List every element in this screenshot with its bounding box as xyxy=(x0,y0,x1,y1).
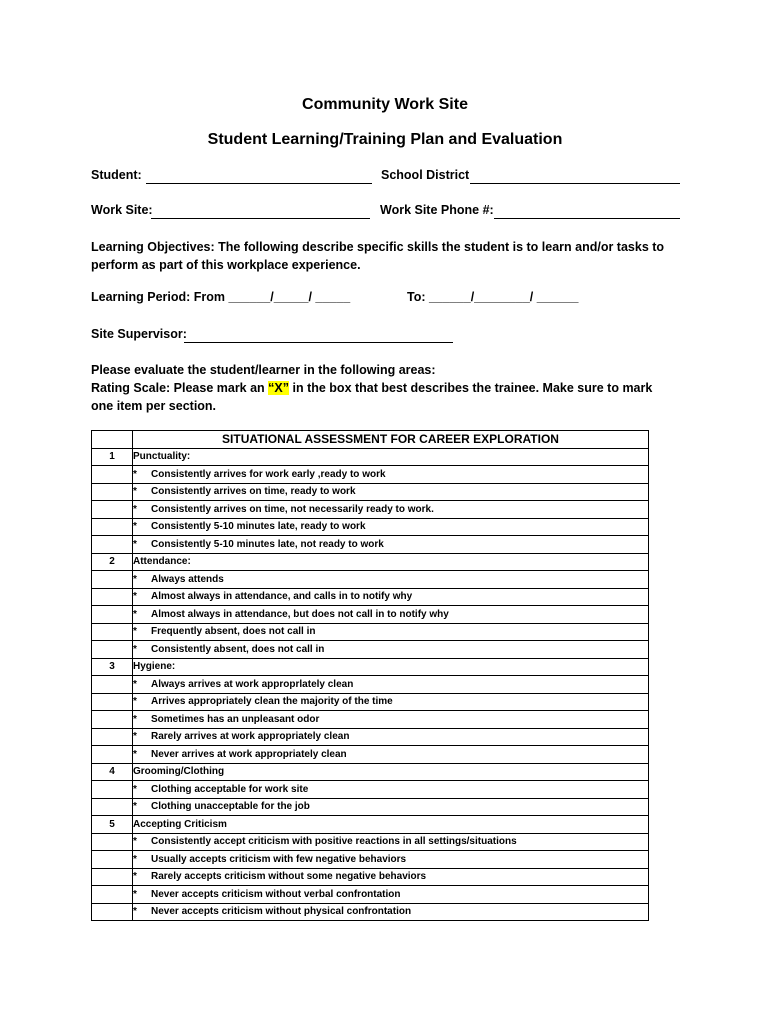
rating-option-label: Consistently absent, does not call in xyxy=(151,643,325,655)
number-cell xyxy=(92,781,133,799)
rating-option-label: Rarely arrives at work appropriately clean xyxy=(151,731,350,743)
rating-option[interactable] xyxy=(133,623,649,641)
number-cell xyxy=(92,571,133,589)
assessment-table xyxy=(91,430,649,921)
school-district-line[interactable] xyxy=(470,183,680,184)
bullet-icon: * xyxy=(133,748,137,760)
rating-option-label: Consistently 5-10 minutes late, not ready to work xyxy=(151,538,384,550)
section-number: 1 xyxy=(92,448,133,466)
rating-option-label: Always arrives at work approprlately clean xyxy=(151,678,354,690)
rating-option-label: Consistently arrives on time, not necessarily ready to work. xyxy=(151,503,434,515)
rating-option[interactable] xyxy=(133,868,649,886)
table-row xyxy=(92,518,649,536)
section-number: 4 xyxy=(92,763,133,781)
table-row xyxy=(92,728,649,746)
number-cell xyxy=(92,536,133,554)
bullet-icon: * xyxy=(133,783,137,795)
number-cell xyxy=(92,711,133,729)
table-row xyxy=(92,483,649,501)
rating-scale-mark: “X” xyxy=(268,381,290,395)
table-row xyxy=(92,851,649,869)
section-title: Hygiene: xyxy=(133,658,649,676)
table-row xyxy=(92,606,649,624)
table-row xyxy=(92,641,649,659)
learning-objectives: Learning Objectives: The following describe specific skills the student is to learn and/or tasks to perform as part of this workplace experience. xyxy=(91,240,665,272)
rating-option[interactable] xyxy=(133,851,649,869)
bullet-icon: * xyxy=(133,573,137,585)
rating-option-label: Usually accepts criticism with few negative behaviors xyxy=(151,853,407,865)
rating-option-label: Consistently arrives for work early ,ready to work xyxy=(151,468,386,480)
bullet-icon: * xyxy=(133,853,137,865)
rating-option[interactable] xyxy=(133,728,649,746)
rating-option[interactable] xyxy=(133,746,649,764)
section-row xyxy=(92,816,649,834)
section-title: Attendance: xyxy=(133,553,649,571)
rating-option[interactable] xyxy=(133,588,649,606)
bullet-icon: * xyxy=(133,486,137,498)
rating-option[interactable] xyxy=(133,571,649,589)
rating-option-label: Frequently absent, does not call in xyxy=(151,626,316,638)
rating-option[interactable] xyxy=(133,781,649,799)
header-number-cell xyxy=(92,431,133,449)
section-title: Punctuality: xyxy=(133,448,649,466)
bullet-icon: * xyxy=(133,836,137,848)
work-site-line[interactable] xyxy=(151,218,370,219)
rating-option[interactable] xyxy=(133,711,649,729)
table-row xyxy=(92,693,649,711)
rating-scale xyxy=(91,379,676,415)
rating-option[interactable] xyxy=(133,833,649,851)
bullet-icon: * xyxy=(133,713,137,725)
table-row xyxy=(92,623,649,641)
rating-option[interactable] xyxy=(133,536,649,554)
learning-period-to[interactable]: To: ______/________/ ______ xyxy=(407,290,579,304)
table-row xyxy=(92,588,649,606)
rating-option-label: Never accepts criticism without verbal confrontation xyxy=(151,888,401,900)
table-header: SITUATIONAL ASSESSMENT FOR CAREER EXPLORATION xyxy=(133,431,649,449)
rating-option-label: Never arrives at work appropriately clean xyxy=(151,748,347,760)
bullet-icon: * xyxy=(133,906,137,918)
student-label: Student: xyxy=(91,168,142,182)
bullet-icon: * xyxy=(133,731,137,743)
rating-option[interactable] xyxy=(133,466,649,484)
bullet-icon: * xyxy=(133,521,137,533)
number-cell xyxy=(92,518,133,536)
rating-option[interactable] xyxy=(133,518,649,536)
rating-option-label: Arrives appropriately clean the majority of the time xyxy=(151,696,393,708)
bullet-icon: * xyxy=(133,871,137,883)
rating-option-label: Never accepts criticism without physical confrontation xyxy=(151,906,412,918)
document-title: Community Work Site xyxy=(302,96,468,113)
bullet-icon: * xyxy=(133,538,137,550)
table-row xyxy=(92,868,649,886)
rating-option[interactable] xyxy=(133,641,649,659)
number-cell xyxy=(92,606,133,624)
table-row xyxy=(92,781,649,799)
rating-option-label: Almost always in attendance, but does not call in to notify why xyxy=(151,608,449,620)
number-cell xyxy=(92,483,133,501)
number-cell xyxy=(92,623,133,641)
number-cell xyxy=(92,868,133,886)
number-cell xyxy=(92,501,133,519)
work-site-phone-label: Work Site Phone #: xyxy=(380,203,494,217)
rating-option-label: Almost always in attendance, and calls in to notify why xyxy=(151,591,413,603)
number-cell xyxy=(92,676,133,694)
rating-option-label: Sometimes has an unpleasant odor xyxy=(151,713,320,725)
rating-option-label: Consistently accept criticism with positive reactions in all settings/situations xyxy=(151,836,517,848)
section-title: Accepting Criticism xyxy=(133,816,649,834)
document-subtitle: Student Learning/Training Plan and Evaluation xyxy=(207,131,563,148)
learning-period-from[interactable]: Learning Period: From ______/_____/ _____ xyxy=(91,290,351,304)
number-cell xyxy=(92,886,133,904)
table-row xyxy=(92,466,649,484)
section-title: Grooming/Clothing xyxy=(133,763,649,781)
bullet-icon: * xyxy=(133,608,137,620)
table-row xyxy=(92,711,649,729)
rating-option-label: Clothing unacceptable for the job xyxy=(151,801,310,813)
table-row xyxy=(92,798,649,816)
number-cell xyxy=(92,798,133,816)
rating-option[interactable] xyxy=(133,798,649,816)
number-cell xyxy=(92,693,133,711)
table-row xyxy=(92,903,649,921)
work-site-phone-line[interactable] xyxy=(494,218,680,219)
rating-option[interactable] xyxy=(133,483,649,501)
school-district-label: School District xyxy=(381,168,470,182)
number-cell xyxy=(92,588,133,606)
bullet-icon: * xyxy=(133,888,137,900)
bullet-icon: * xyxy=(133,591,137,603)
bullet-icon: * xyxy=(133,626,137,638)
rating-option[interactable] xyxy=(133,886,649,904)
rating-scale-text: Rating Scale: Please mark an xyxy=(91,381,269,395)
table-row xyxy=(92,501,649,519)
rating-option-label: Clothing acceptable for work site xyxy=(151,783,309,795)
bullet-icon: * xyxy=(133,503,137,515)
table-row xyxy=(92,833,649,851)
work-site-label: Work Site: xyxy=(91,203,153,217)
rating-option[interactable] xyxy=(133,903,649,921)
section-number: 2 xyxy=(92,553,133,571)
rating-option-label: Always attends xyxy=(151,573,224,585)
rating-option[interactable] xyxy=(133,693,649,711)
number-cell xyxy=(92,903,133,921)
section-number: 3 xyxy=(92,658,133,676)
number-cell xyxy=(92,728,133,746)
bullet-icon: * xyxy=(133,468,137,480)
table-row xyxy=(92,536,649,554)
number-cell xyxy=(92,466,133,484)
table-row xyxy=(92,746,649,764)
number-cell xyxy=(92,833,133,851)
table-row xyxy=(92,676,649,694)
evaluate-intro: Please evaluate the student/learner in the following areas: xyxy=(91,363,436,377)
section-row xyxy=(92,763,649,781)
rating-option[interactable] xyxy=(133,676,649,694)
bullet-icon: * xyxy=(133,678,137,690)
section-number: 5 xyxy=(92,816,133,834)
site-supervisor-line[interactable] xyxy=(184,342,453,343)
bullet-icon: * xyxy=(133,643,137,655)
rating-option[interactable] xyxy=(133,606,649,624)
rating-scale-text-end: in the box that best describes the trainee. Make sure to mark one item per section. xyxy=(91,381,653,413)
bullet-icon: * xyxy=(133,696,137,708)
section-row xyxy=(92,553,649,571)
section-row xyxy=(92,448,649,466)
table-row xyxy=(92,886,649,904)
rating-option-label: Rarely accepts criticism without some negative behaviors xyxy=(151,871,427,883)
number-cell xyxy=(92,746,133,764)
site-supervisor-label: Site Supervisor: xyxy=(91,327,187,341)
student-line[interactable] xyxy=(146,183,372,184)
number-cell xyxy=(92,851,133,869)
number-cell xyxy=(92,641,133,659)
rating-option[interactable] xyxy=(133,501,649,519)
section-row xyxy=(92,658,649,676)
table-row xyxy=(92,571,649,589)
rating-option-label: Consistently 5-10 minutes late, ready to work xyxy=(151,521,366,533)
rating-option-label: Consistently arrives on time, ready to work xyxy=(151,486,356,498)
bullet-icon: * xyxy=(133,801,137,813)
